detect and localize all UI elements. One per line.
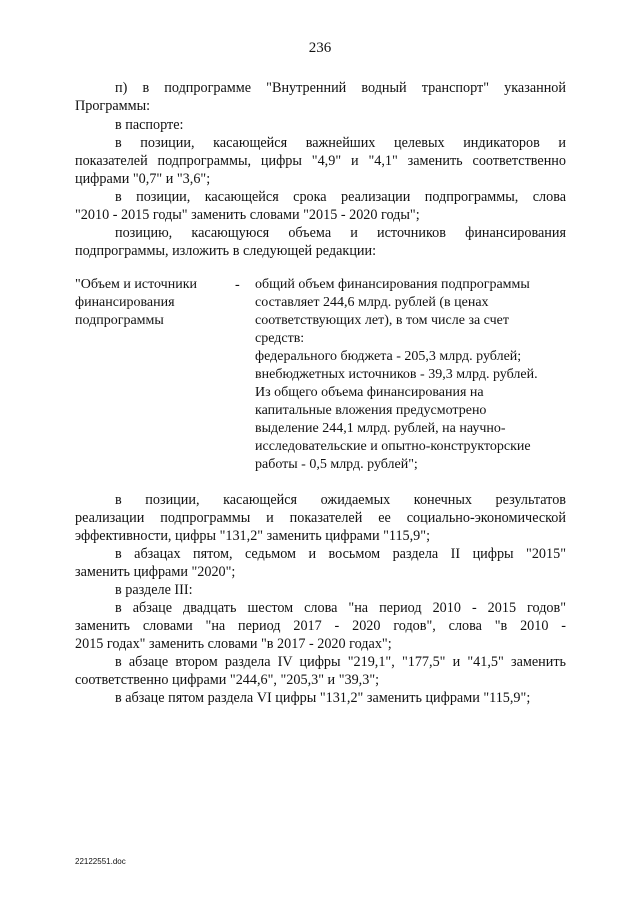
after-line: заменить цифрами "2020"; — [75, 564, 236, 580]
intro-line: в позиции, касающейся срока реализации подпрограммы, слова — [115, 189, 566, 205]
after-line: заменить словами "на период 2017 - 2020 годов", слова "в 2010 - — [75, 618, 566, 634]
intro-line: в позиции, касающейся важнейших целевых индикаторов и — [115, 135, 566, 151]
after-line: в абзаце пятом раздела VI цифры "131,2" заменить цифрами "115,9"; — [115, 690, 531, 706]
footer-filename: 22122551.doc — [75, 857, 126, 866]
intro-line: Программы: — [75, 98, 151, 114]
intro-line: показателей подпрограммы, цифры "4,9" и "4,1" заменить соответственно — [75, 153, 566, 169]
intro-line: подпрограммы, изложить в следующей редакции: — [75, 243, 377, 259]
after-line: в абзаце втором раздела IV цифры "219,1", "177,5" и "41,5" заменить — [115, 654, 566, 670]
table-right-line: федерального бюджета - 205,3 млрд. рублей; — [255, 349, 522, 364]
table-right-line: исследовательские и опытно-конструкторские — [255, 439, 531, 454]
after-line: в абзацах пятом, седьмом и восьмом раздела II цифры "2015" — [115, 546, 566, 562]
after-line: реализации подпрограммы и показателей ее социально-экономической — [75, 510, 566, 526]
table-right-line: внебюджетных источников - 39,3 млрд. рублей. — [255, 367, 538, 382]
table-right-line: общий объем финансирования подпрограммы — [255, 277, 530, 292]
page-number: 236 — [308, 40, 332, 56]
table-left-line: финансирования — [75, 295, 175, 310]
table-right-line: капитальные вложения предусмотрено — [255, 403, 487, 418]
table-dash: - — [235, 277, 240, 293]
intro-line: позицию, касающуюся объема и источников финансирования — [115, 225, 566, 241]
after-line: 2015 годах" заменить словами "в 2017 - 2020 годах"; — [75, 636, 392, 652]
table-right-line: средств: — [255, 331, 305, 346]
after-line: в разделе III: — [115, 582, 193, 598]
table-right-line: выделение 244,1 млрд. рублей, на научно- — [255, 421, 506, 436]
intro-line: п) в подпрограмме "Внутренний водный транспорт" указанной — [115, 80, 566, 96]
after-line: соответственно цифрами "244,6", "205,3" и "39,3"; — [75, 672, 380, 688]
table-right-line: Из общего объема финансирования на — [255, 385, 484, 400]
intro-line: "2010 - 2015 годы" заменить словами "2015 - 2020 годы"; — [75, 207, 420, 223]
intro-line: цифрами "0,7" и "3,6"; — [75, 171, 211, 187]
intro-line: в паспорте: — [115, 117, 184, 133]
table-right-line: составляет 244,6 млрд. рублей (в ценах — [255, 295, 489, 310]
after-line: в позиции, касающейся ожидаемых конечных результатов — [115, 492, 566, 508]
table-right-line: соответствующих лет), в том числе за счет — [255, 313, 509, 328]
table-left-line: "Объем и источники — [75, 277, 198, 292]
table-right-line: работы - 0,5 млрд. рублей"; — [255, 457, 418, 472]
table-left-line: подпрограммы — [75, 313, 164, 328]
after-line: в абзаце двадцать шестом слова "на период 2010 - 2015 годов" — [115, 600, 566, 616]
after-line: эффективности, цифры "131,2" заменить цифрами "115,9"; — [75, 528, 431, 544]
